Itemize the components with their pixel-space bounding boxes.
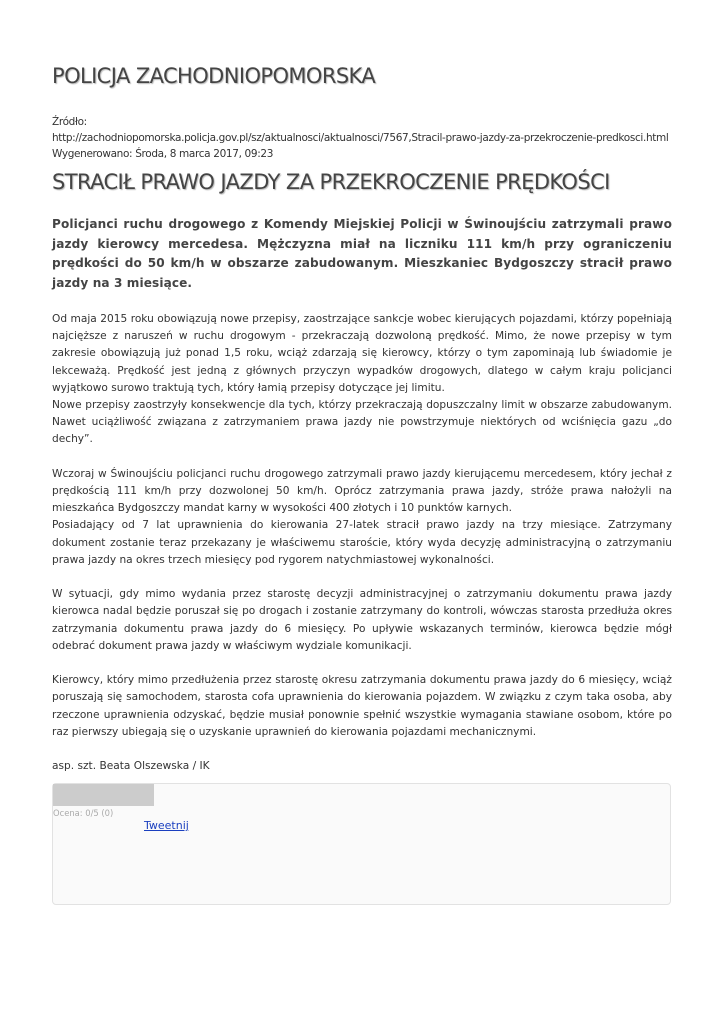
paragraph-3: Wczoraj w Świnoujściu policjanci ruchu drogowego zatrzymali prawo jazdy kierującemu mercedesem, który jechał z prędkością 111 km/h przy dozwolonej 50 km/h. Oprócz zatrzymania prawa jazdy, stróże prawa nałożyli na mieszkańca Bydgoszczy mandat karny w wysokości 400 złotych i 10 punktów karnych. bbox=[52, 467, 672, 515]
rating-text: Ocena: 0/5 (0) bbox=[53, 808, 114, 818]
paragraph-spacer bbox=[52, 569, 672, 586]
paragraph-1: Od maja 2015 roku obowiązują nowe przepisy, zaostrzające sankcje wobec kierujących pojazdami, którzy popełniają najcięższe z naruszeń w ruchu drogowym - przekraczają dozwoloną prędkość. Mimo, że nowe przepisy w tym zakresie obowiązują już ponad 1,5 roku, wciąż zdarzają się kierowcy, którzy o tym zapominają lub świadomie je lekceważą. Prędkość jest jedną z głównych przyczyn wypadków drogowych, dlatego w całym kraju policjanci wyjątkowo surowo traktują tych, który łamią przepisy dotyczące jej limitu. bbox=[52, 313, 672, 394]
article-title: STRACIŁ PRAWO JAZDY ZA PRZEKROCZENIE PRĘDKOŚCI bbox=[52, 170, 610, 194]
generated-date: Wygenerowano: Środa, 8 marca 2017, 09:23 bbox=[52, 148, 274, 160]
article-lead: Policjanci ruchu drogowego z Komendy Miejskiej Policji w Świnoujściu zatrzymali prawo jazdy kierowcy mercedesa. Mężczyzna miał na liczniku 111 km/h przy ograniczeniu prędkości do 50 km/h w obszarze zabudowanym. Mieszkaniec Bydgoszczy stracił prawo jazdy na 3 miesiące. bbox=[52, 217, 672, 290]
article-content bbox=[52, 215, 672, 775]
paragraph-4: Posiadający od 7 lat uprawnienia do kierowania 27-latek stracił prawo jazdy na trzy miesiące. Zatrzymany dokument zostanie teraz przekazany je właściwemu staroście, który wyda decyzję administracyjną o zatrzymaniu prawa jazdy na okres trzech miesięcy pod rygorem natychmiastowej wykonalności. bbox=[52, 519, 672, 566]
source-url: http://zachodniopomorska.policja.gov.pl/sz/aktualnosci/aktualnosci/7567,Stracil-prawo-jazdy-za-przekroczenie-predkosci.html bbox=[52, 132, 669, 144]
paragraph-spacer bbox=[52, 741, 672, 758]
source-label: Źródło: bbox=[52, 116, 87, 128]
article-author: asp. szt. Beata Olszewska / IK bbox=[52, 760, 210, 773]
paragraph-2: Nowe przepisy zaostrzyły konsekwencje dla tych, którzy przekraczają dopuszczalny limit w obszarze zabudowanym. Nawet uciążliwość związana z zatrzymaniem prawa jazdy nie powstrzymuje niektórych od wciśnięcia gazu „do dechy”. bbox=[52, 399, 672, 446]
paragraph-spacer bbox=[52, 449, 672, 466]
paragraph-5: W sytuacji, gdy mimo wydania przez starostę decyzji administracyjnej o zatrzymaniu dokumentu prawa jazdy kierowca nadal będzie poruszał się po drogach i zostanie zatrzymany do kontroli, wówczas starosta przedłuża okres zatrzymania dokumentu prawa jazdy do 6 miesięcy. Po upływie wskazanych terminów, kierowca będzie mógł odebrać dokument prawa jazdy w właściwym wydziale komunikacji. bbox=[52, 588, 672, 652]
rating-bar[interactable] bbox=[53, 784, 154, 806]
paragraph-spacer bbox=[52, 655, 672, 672]
tweet-link[interactable]: Tweetnij bbox=[144, 819, 189, 832]
site-title: POLICJA ZACHODNIOPOMORSKA bbox=[52, 64, 376, 88]
paragraph-6: Kierowcy, który mimo przedłużenia przez starostę okresu zatrzymania dokumentu prawa jazdy do 6 miesięcy, wciąż poruszają się samochodem, starosta cofa uprawnienia do kierowania pojazdem. W związku z czym taka osoba, aby rzeczone uprawnienia odzyskać, będzie musiał ponownie spełnić wszystkie wymagania stawiane osobom, które po raz pierwszy ubiegają się o uzyskanie uprawnień do kierowania pojazdami mechanicznymi. bbox=[52, 674, 672, 738]
source-info bbox=[52, 114, 692, 162]
rating-box bbox=[52, 783, 671, 905]
